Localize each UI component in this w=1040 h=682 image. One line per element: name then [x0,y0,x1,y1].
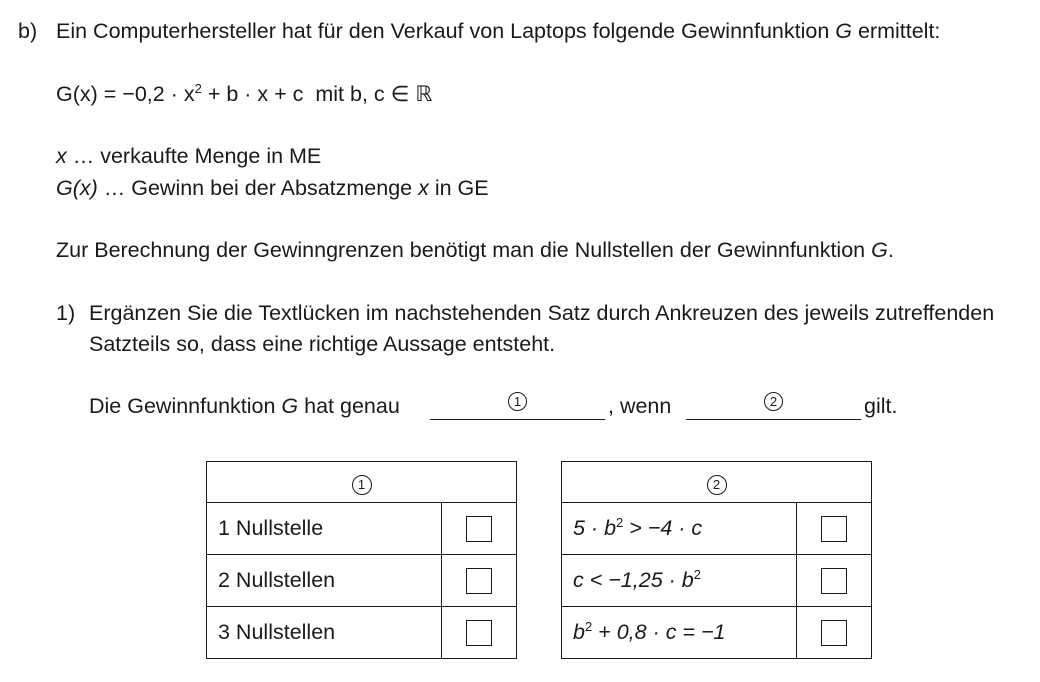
table-1-header-marker: 1 [352,475,372,495]
table-row [207,503,517,555]
checkbox-t2-opt3[interactable] [821,620,847,646]
checkbox-t1-opt1[interactable] [466,516,492,542]
formula-condition: mit b, c ∈ ℝ [315,82,433,106]
t2r1-b: > −4 · c [623,516,703,540]
intro-text [56,18,940,44]
sentence-part4: gilt. [864,394,898,418]
task-instruction-line2: Satzteils so, dass eine richtige Aussage entsteht. [89,332,556,356]
task-number: 1) [56,301,76,325]
intro-var: G [835,19,852,43]
t2r3-a: b [573,620,585,644]
table-1-option-label: 2 Nullstellen [207,555,442,607]
sentence-part1 [89,393,400,419]
definition-gx-symbol2: x [418,176,429,200]
t2r1-a: 5 · b [573,516,617,540]
t2r2-a: c < −1,25 · b [573,568,694,592]
table-row [207,607,517,659]
table-row [562,555,872,607]
definition-gx-text: … Gewinn bei der Absatzmenge [97,176,419,200]
table-row [562,503,872,555]
sentence-text-2: hat genau [298,394,400,418]
formula-lhs: G(x) = −0,2 · x [56,82,195,106]
formula-rhs: + b · x + c [201,82,304,106]
context-before: Zur Berechnung der Gewinngrenzen benötigt man die Nullstellen der Gewinnfunktion [56,238,872,262]
profit-function-formula [56,81,432,110]
task-instruction-line1: Ergänzen Sie die Textlücken im nachstehenden Satz durch Ankreuzen des jeweils zutreffenden [89,301,995,325]
table-2-option-label [562,503,797,555]
sentence-part3: , wenn [608,394,672,418]
table-2-header [562,462,872,503]
gap-2 [686,393,861,420]
table-2-header-marker: 2 [707,475,727,495]
gap-1-marker: 1 [508,392,527,411]
t2r3-exp: 2 [584,619,593,634]
definition-gx [56,175,489,201]
gap-1 [430,393,605,420]
table-2-option-label [562,555,797,607]
definition-gx-symbol: G(x) [56,176,98,200]
definition-x-symbol: x [56,144,67,168]
part-label: b) [18,19,38,43]
context-var: G [871,238,888,262]
checkbox-t1-opt2[interactable] [466,568,492,594]
checkbox-t2-opt1[interactable] [821,516,847,542]
t2r1-exp: 2 [616,515,624,530]
intro-before: Ein Computerhersteller hat für den Verkauf von Laptops folgende Gewinnfunktion [56,19,836,43]
table-row [207,555,517,607]
definition-x [56,143,321,169]
sentence-var: G [281,394,299,418]
table-2-option-label [562,607,797,659]
context-after: . [887,238,894,262]
t2r2-exp: 2 [693,567,701,582]
context-text [56,237,894,263]
checkbox-t1-opt3[interactable] [466,620,492,646]
table-1-option-label: 1 Nullstelle [207,503,442,555]
intro-after: ermittelt: [852,19,941,43]
definition-x-text: … verkaufte Menge in ME [66,144,322,168]
table-1-option-label: 3 Nullstellen [207,607,442,659]
gap-2-marker: 2 [764,392,783,411]
t2r3-b: + 0,8 · c = −1 [592,620,726,644]
sentence-text-1: Die Gewinnfunktion [89,394,282,418]
definition-gx-text2: in GE [428,176,489,200]
table-1-header [207,462,517,503]
table-row [562,607,872,659]
options-table-1 [206,461,517,659]
formula-exponent: 2 [194,81,202,96]
checkbox-t2-opt2[interactable] [821,568,847,594]
options-table-2 [561,461,872,659]
